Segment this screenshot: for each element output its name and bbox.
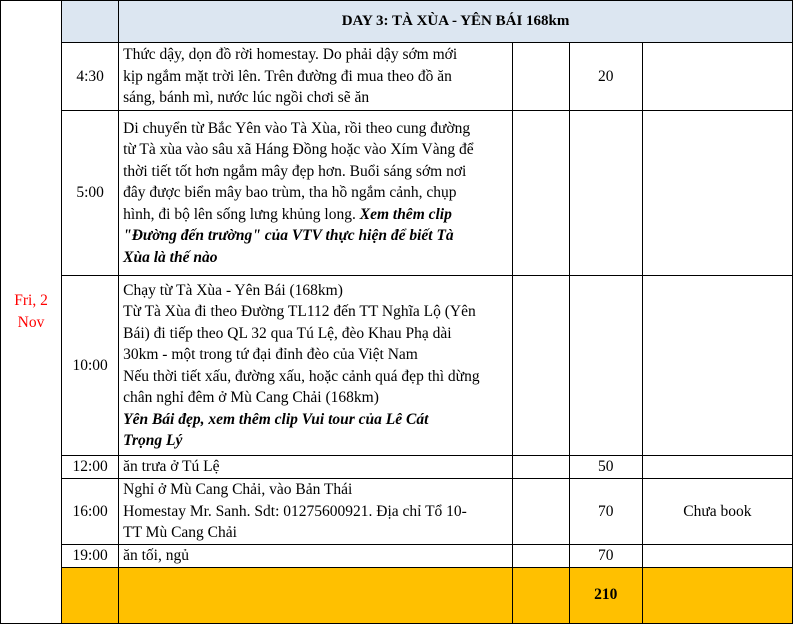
clip-reference: Xem thêm clip <box>359 205 452 223</box>
empty-cell <box>512 545 569 568</box>
description-text: hình, đi bộ lên sống lưng khủng long. <box>123 205 360 223</box>
clip-reference: Trọng Lý <box>123 432 183 449</box>
time-cell: 5:00 <box>62 111 119 276</box>
description-line: Di chuyển từ Bắc Yên vào Tà Xùa, rồi theo cung đường <box>123 119 471 137</box>
total-blank-cell <box>62 567 119 623</box>
table-row <box>1 43 793 111</box>
note-cell: Chưa book <box>642 479 792 545</box>
time-cell: 16:00 <box>62 479 119 545</box>
description-line: thời tiết tốt hơn ngắm mây đẹp hơn. Buổi sáng sớm nơi <box>123 162 467 180</box>
description-cell <box>119 545 512 568</box>
date-label: Fri, 2 Nov <box>14 292 48 331</box>
total-cost: 210 <box>569 567 642 623</box>
empty-cell <box>512 43 569 111</box>
time-cell: 4:30 <box>62 43 119 111</box>
total-blank-cell <box>512 567 569 623</box>
description-line: sáng, bánh mì, nước lúc ngồi chơi sẽ ăn <box>123 89 370 107</box>
cost-cell: 70 <box>569 545 642 568</box>
description-cell <box>119 456 512 479</box>
cost-cell <box>569 111 642 276</box>
description-cell <box>119 479 512 545</box>
table-row <box>1 479 793 545</box>
cost-cell <box>569 276 642 456</box>
description-line: ăn tối, ngủ <box>123 547 189 564</box>
description-line: chân nghỉ đêm ở Mù Cang Chải (168km) <box>123 389 379 406</box>
cost-cell: 20 <box>569 43 642 111</box>
clip-reference: Yên Bái đẹp, xem thêm clip Vui tour của Lê Cát <box>123 410 429 428</box>
description-line: Từ Tà Xùa đi theo Đường TL112 đến TT Nghĩa Lộ (Yên <box>123 303 476 320</box>
description-cell <box>119 276 512 456</box>
total-blank-cell <box>642 567 792 623</box>
description-line <box>123 204 507 226</box>
description-line: Nghỉ ở Mù Cang Chải, vào Bản Thái <box>123 481 353 499</box>
description-cell <box>119 43 512 111</box>
note-cell <box>642 276 792 456</box>
date-cell <box>1 1 62 624</box>
table-row <box>1 276 793 456</box>
time-cell: 10:00 <box>62 276 119 456</box>
description-line: Thức dậy, dọn đồ rời homestay. Do phải dậy sớm mới <box>123 46 458 64</box>
table-row <box>1 545 793 568</box>
description-line: Homestay Mr. Sanh. Sdt: 01275600921. Địa chỉ Tổ 10- <box>123 502 467 520</box>
clip-reference: "Đường đến trường" của VTV thực hiện để biết Tà <box>123 227 454 245</box>
time-cell: 19:00 <box>62 545 119 568</box>
description-line: Nếu thời tiết xấu, đường xấu, hoặc cảnh quá đẹp thì dừng <box>123 367 480 385</box>
description-line: Bái) đi tiếp theo QL 32 qua Tú Lệ, đèo Khau Phạ dài <box>123 324 452 342</box>
note-cell <box>642 111 792 276</box>
total-blank-cell <box>119 567 512 623</box>
clip-reference: Xùa là thế nào <box>123 248 218 266</box>
note-cell <box>642 43 792 111</box>
description-line: TT Mù Cang Chải <box>123 524 237 542</box>
total-row <box>1 567 793 623</box>
note-cell <box>642 456 792 479</box>
table-row <box>1 456 793 479</box>
cost-cell: 70 <box>569 479 642 545</box>
description-line: ăn trưa ở Tú Lệ <box>123 458 220 476</box>
empty-cell <box>512 111 569 276</box>
day-title: DAY 3: TÀ XÙA - YÊN BÁI 168km <box>119 1 793 43</box>
cost-cell: 50 <box>569 456 642 479</box>
empty-cell <box>512 276 569 456</box>
description-line: Chạy từ Tà Xùa - Yên Bái (168km) <box>123 281 343 299</box>
description-line: kịp ngắm mặt trời lên. Trên đường đi mua theo đồ ăn <box>123 67 452 85</box>
empty-cell <box>512 479 569 545</box>
note-cell <box>642 545 792 568</box>
title-blank-cell <box>62 1 119 43</box>
description-line: từ Tà xùa vào sâu xã Háng Đồng hoặc vào Xím Vàng để <box>123 141 474 159</box>
time-cell: 12:00 <box>62 456 119 479</box>
title-row <box>1 1 793 43</box>
table-row <box>1 111 793 276</box>
description-line: 30km - một trong tứ đại đỉnh đèo của Việt Nam <box>123 346 418 363</box>
description-line: đây được biển mây bao trùm, tha hồ ngắm cảnh, chụp <box>123 184 457 202</box>
description-cell <box>119 111 512 276</box>
empty-cell <box>512 456 569 479</box>
